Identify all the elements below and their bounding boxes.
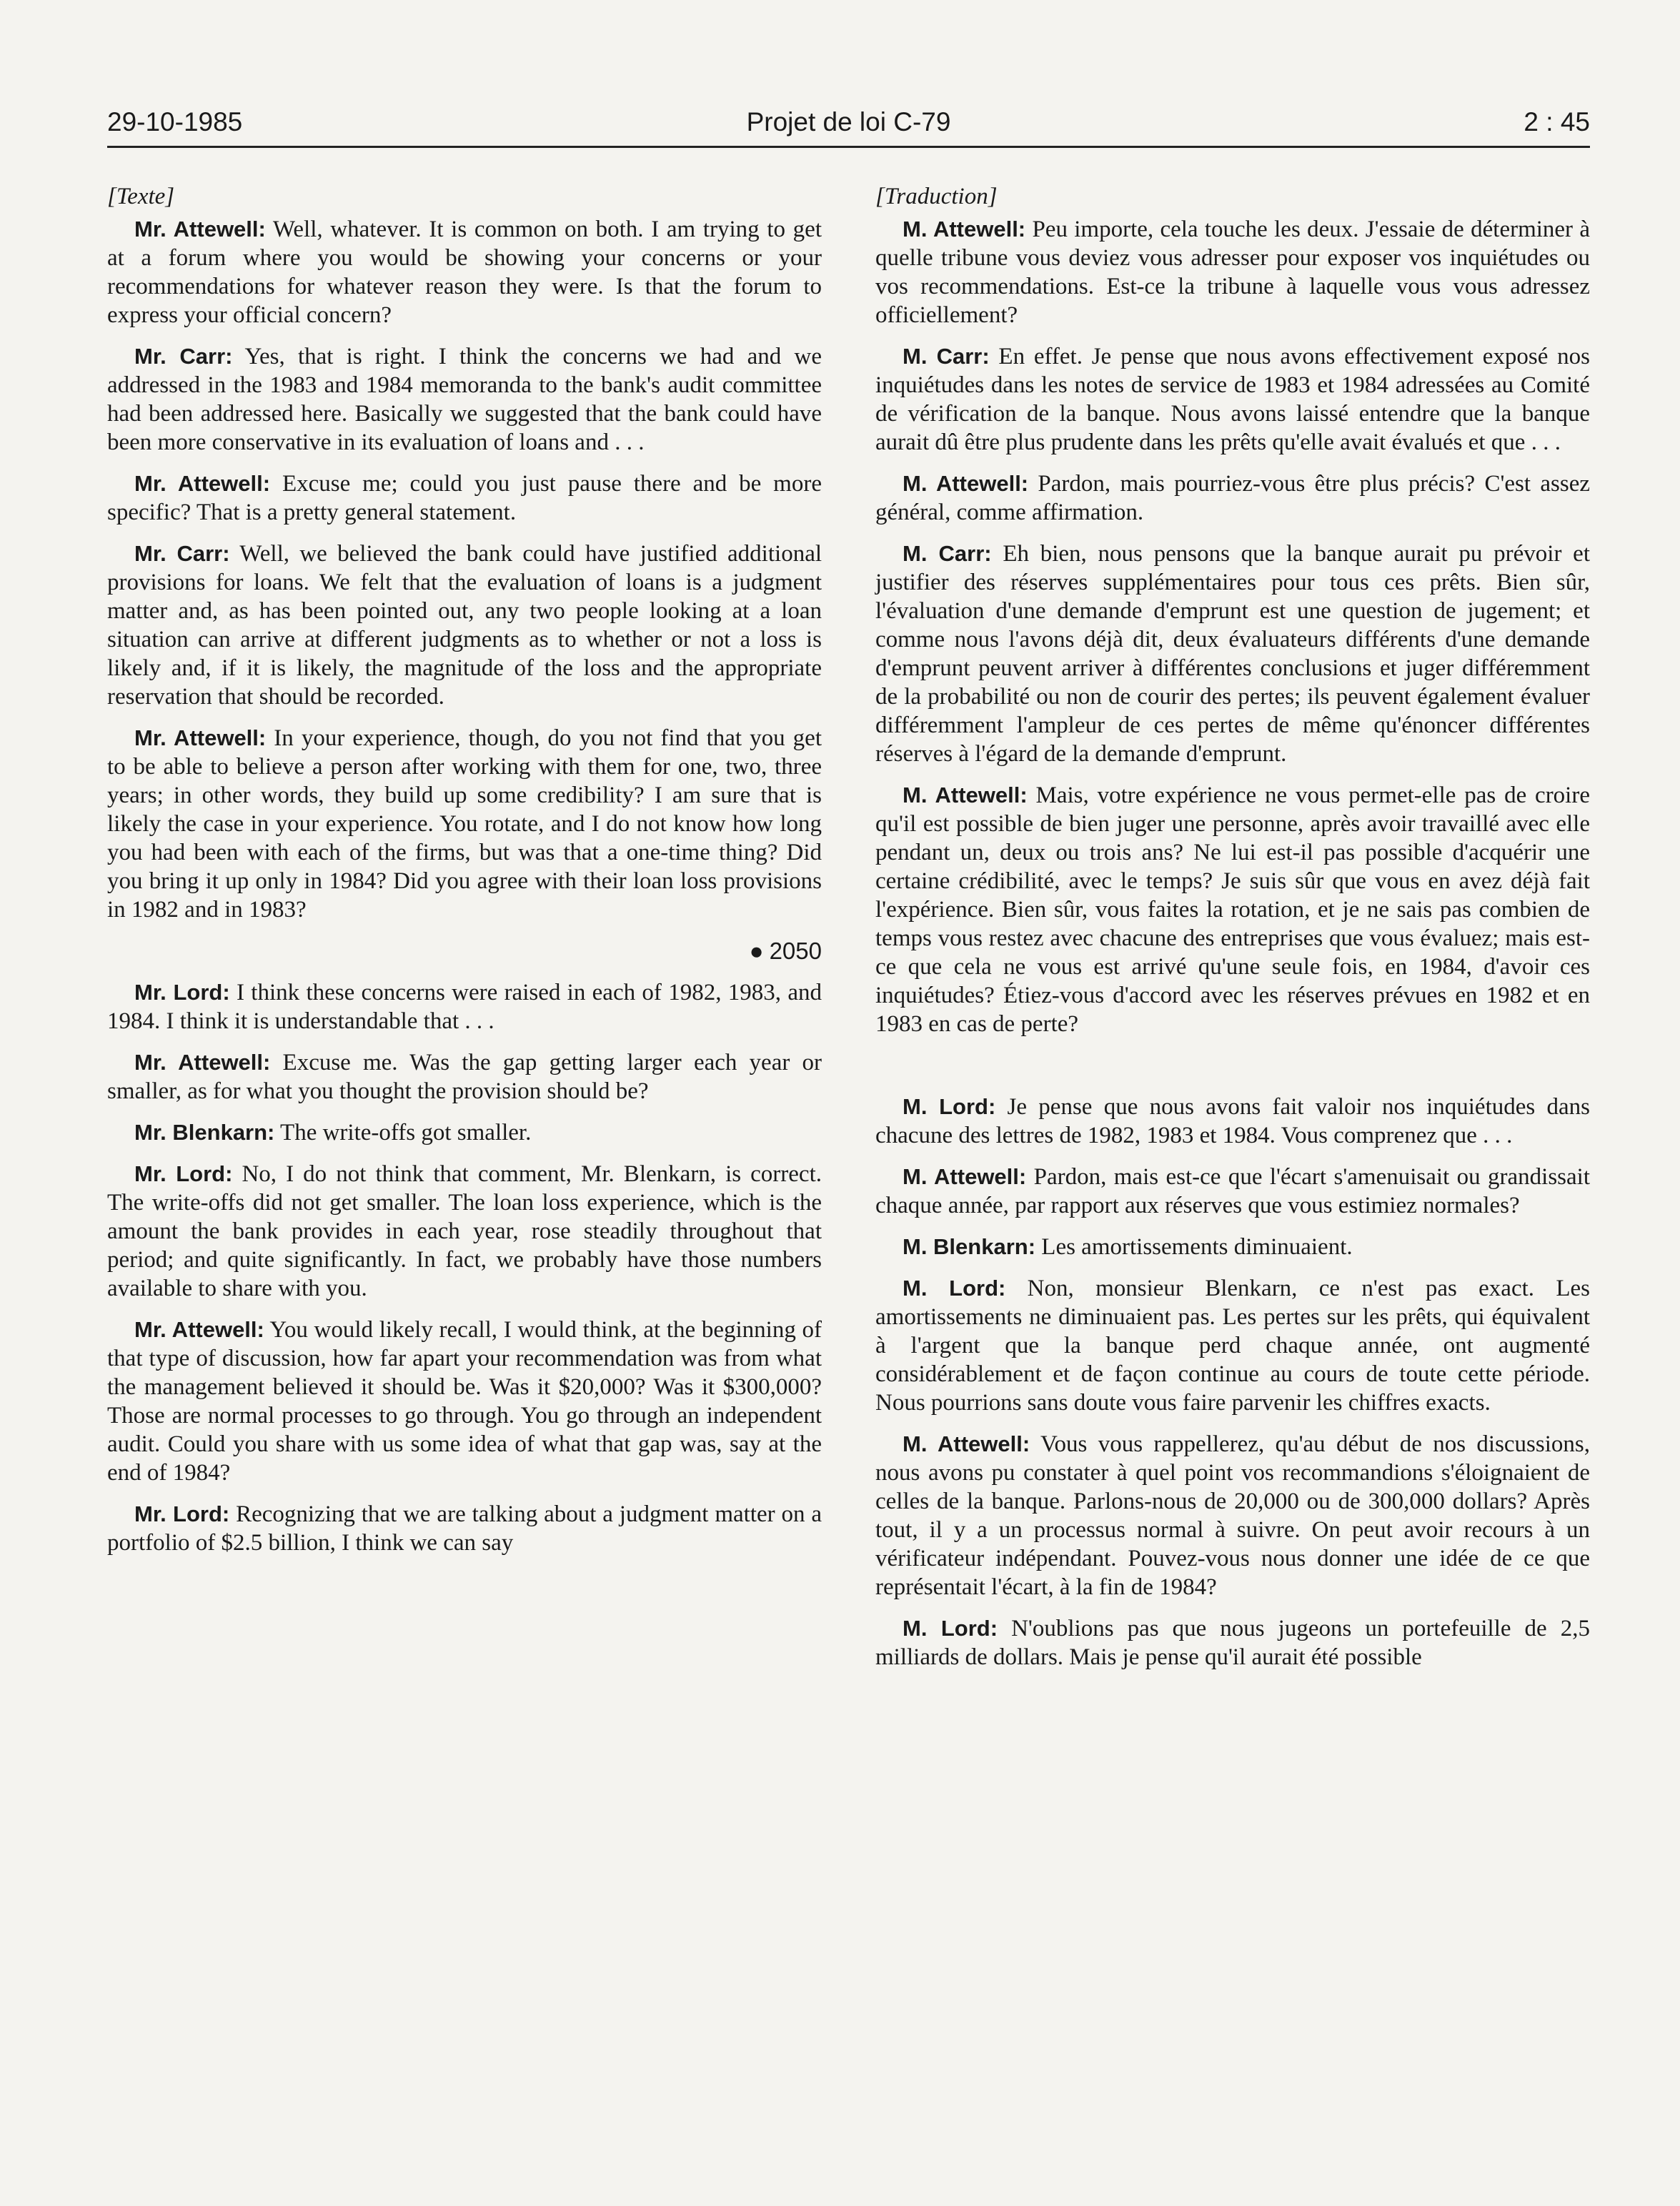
- speech-paragraph: [875, 1093, 1590, 1150]
- french-column: [875, 182, 1590, 1684]
- speech-text: Les amortissements diminuaient.: [1035, 1234, 1353, 1260]
- french-paragraphs: [875, 215, 1590, 1038]
- section-label-traduction: [Traduction]: [875, 184, 998, 209]
- speech-paragraph: [107, 1048, 822, 1106]
- speech-paragraph: [875, 1430, 1590, 1601]
- speaker-name: Mr. Attewell:: [134, 471, 271, 496]
- speaker-name: Mr. Attewell:: [134, 217, 266, 242]
- speaker-name: Mr. Attewell:: [134, 1317, 264, 1342]
- speech-text: Excuse me; could you just pause there and be more specific? That is a pretty general statement.: [107, 471, 822, 525]
- speaker-name: Mr. Blenkarn:: [134, 1120, 275, 1145]
- speech-paragraph: [107, 1118, 822, 1147]
- speech-text: Yes, that is right. I think the concerns we had and we addressed in the 1983 and 1984 memoranda to the bank's audit committee had been addressed here. Basically we suggested that the bank could have been more conservative in its evaluation of loans and . . .: [107, 344, 822, 455]
- speech-text: Recognizing that we are talking about a judgment matter on a portfolio of $2.5 billion, I think we can say: [107, 1501, 822, 1556]
- speaker-name: M. Carr:: [903, 344, 990, 369]
- header-date: 29-10-1985: [107, 107, 243, 136]
- speaker-name: Mr. Attewell:: [134, 725, 267, 750]
- speaker-name: Mr. Lord:: [134, 980, 230, 1005]
- speech-paragraph: [875, 469, 1590, 527]
- speech-paragraph: [875, 1233, 1590, 1261]
- speech-paragraph: [875, 1274, 1590, 1417]
- column-spacer: [875, 1051, 1590, 1093]
- speech-paragraph: [107, 342, 822, 457]
- speech-paragraph: [107, 215, 822, 329]
- page-header: [107, 100, 1590, 149]
- bullet-icon: ●: [749, 938, 764, 964]
- speech-paragraph: [107, 1500, 822, 1557]
- speech-text: I think these concerns were raised in each of 1982, 1983, and 1984. I think it is understandable that . . .: [107, 980, 822, 1034]
- speaker-name: M. Attewell:: [903, 471, 1029, 496]
- header-page-number: 2 : 45: [1524, 107, 1590, 136]
- text-columns: [107, 182, 1590, 1684]
- speech-text: Peu importe, cela touche les deux. J'essaie de déterminer à quelle tribune vous deviez vous adresser pour exposer vos inquiétudes ou vos recommendations. Est-ce la tribune à laquelle vous vous adressez officiellement?: [875, 217, 1590, 328]
- header-rule: [107, 146, 1590, 148]
- speaker-name: Mr. Attewell:: [134, 1050, 271, 1075]
- speaker-name: Mr. Lord:: [134, 1501, 230, 1526]
- speaker-name: M. Blenkarn:: [903, 1234, 1036, 1259]
- speech-text: Je pense que nous avons fait valoir nos inquiétudes dans chacune des lettres de 1982, 1983 et 1984. Vous comprenez que . . .: [875, 1094, 1590, 1148]
- speaker-name: M. Lord:: [903, 1276, 1006, 1301]
- speaker-name: Mr. Lord:: [134, 1161, 233, 1186]
- speech-text: Vous vous rappellerez, qu'au début de nos discussions, nous avons pu constater à quel point vos recommandions s'éloignaient de celles de la banque. Parlons-nous de 20,000 ou de 300,000 dollars? Après tout, il y a un processus normal à suivre. On peut avoir recours à un vérificateur indépendant. Pouvez-vous nous donner une idée de ce que représentait l'écart, à la fin de 1984?: [875, 1431, 1591, 1600]
- speaker-name: M. Lord:: [903, 1094, 996, 1119]
- speech-text: Excuse me. Was the gap getting larger each year or smaller, as for what you thought the provision should be?: [107, 1050, 822, 1104]
- english-paragraphs: [107, 215, 822, 924]
- speech-paragraph: [875, 342, 1590, 457]
- speech-text: The write-offs got smaller.: [274, 1120, 532, 1146]
- speech-paragraph: [875, 1163, 1590, 1220]
- speaker-name: M. Attewell:: [903, 217, 1026, 242]
- speech-text: En effet. Je pense que nous avons effectivement exposé nos inquiétudes dans les notes de service de 1983 et 1984 adressées au Comité de vérification de la banque. Nous avons laissé entendre que la banque aurait dû être plus prudente dans les prêts qu'elle avait évalués et que . . .: [875, 344, 1590, 455]
- english-paragraphs-continued: [107, 978, 822, 1557]
- speaker-name: Mr. Carr:: [134, 344, 233, 369]
- speech-text: You would likely recall, I would think, at the beginning of that type of discussion, how far apart your recommendation was from what the management believed it should be. Was it $20,000? Was it $300,000? Those are normal processes to go through. You go through an independent audit. Could you share with us some idea of what that gap was, say at the end of 1984?: [107, 1317, 822, 1486]
- section-label-texte: [Texte]: [107, 184, 175, 209]
- speech-text: No, I do not think that comment, Mr. Blenkarn, is correct. The write-offs did not get smaller. The loan loss experience, which is the amount the bank provides in each year, rose steadily throughout that period; and quite significantly. In fact, we probably have those numbers available to share with you.: [107, 1161, 822, 1301]
- speech-text: N'oublions pas que nous jugeons un portefeuille de 2,5 milliards de dollars. Mais je pense qu'il aurait été possible: [875, 1616, 1590, 1670]
- speech-text: In your experience, though, do you not find that you get to be able to believe a person after working with them for one, two, three years; in other words, they build up some credibility? I am sure that is likely the case in your experience. You rotate, and I do not know how long you had been with each of the firms, but was that a one-time thing? Did you bring it up only in 1984? Did you agree with their loan loss provisions in 1982 and in 1983?: [107, 725, 822, 923]
- speech-paragraph: [107, 1316, 822, 1487]
- english-column: [107, 182, 822, 1684]
- speech-text: Well, whatever. It is common on both. I am trying to get at a forum where you would be showing your concerns or your recommendations for whatever reason they were. Is that the forum to express your official concern?: [107, 217, 822, 328]
- speaker-name: M. Lord:: [903, 1616, 998, 1641]
- speaker-name: Mr. Carr:: [134, 541, 230, 566]
- french-paragraphs-continued: [875, 1093, 1590, 1671]
- speech-paragraph: [107, 469, 822, 527]
- speech-text: Non, monsieur Blenkarn, ce n'est pas exact. Les amortissements ne diminuaient pas. Les pertes sur les prêts, qui équivalent à l'argent que la banque perd chaque année, ont augmenté considérablement et de façon continue au cours de toute cette période. Nous pourrions sans doute vous faire parvenir les chiffres exacts.: [875, 1276, 1590, 1416]
- speaker-name: M. Attewell:: [903, 1431, 1030, 1456]
- speech-text: Pardon, mais est-ce que l'écart s'amenuisait ou grandissait chaque année, par rapport aux réserves que vous estimiez normales?: [875, 1164, 1590, 1218]
- speaker-name: M. Carr:: [903, 541, 992, 566]
- speech-paragraph: [875, 540, 1590, 768]
- header-title: Projet de loi C-79: [746, 107, 951, 136]
- time-marker-value: 2050: [769, 938, 822, 964]
- speech-text: Well, we believed the bank could have justified additional provisions for loans. We felt that the evaluation of loans is a judgment matter and, as has been pointed out, any two people looking at a loan situation can arrive at different judgments as to whether or not a loss is likely and, if it is likely, the magnitude of the loss and the appropriate reservation that should be recorded.: [107, 541, 822, 710]
- speech-text: Pardon, mais pourriez-vous être plus précis? C'est assez général, comme affirmation.: [875, 471, 1590, 525]
- speech-paragraph: [107, 724, 822, 924]
- speaker-name: M. Attewell:: [903, 782, 1028, 808]
- speech-paragraph: [107, 1160, 822, 1303]
- document-page: [107, 100, 1590, 2172]
- speech-paragraph: [875, 215, 1590, 329]
- speech-paragraph: [107, 540, 822, 711]
- speech-paragraph: [875, 781, 1590, 1038]
- speaker-name: M. Attewell:: [903, 1164, 1027, 1189]
- speech-paragraph: [107, 978, 822, 1035]
- time-marker: [107, 937, 822, 965]
- speech-text: Eh bien, nous pensons que la banque aurait pu prévoir et justifier des réserves supplémentaires pour tous ces prêts. Bien sûr, l'évaluation d'une demande d'emprunt est une question de jugement; et comme nous l'avons déjà dit, deux évaluateurs différents d'une demande d'emprunt peuvent arriver à différentes conclusions et juger différemment de la probabilité ou non de courir des pertes; ils peuvent également évaluer différemment l'ampleur de ces pertes de même qu'énoncer différentes réserves à l'égard de la demande d'emprunt.: [875, 541, 1590, 767]
- speech-paragraph: [875, 1614, 1590, 1671]
- speech-text: Mais, votre expérience ne vous permet-elle pas de croire qu'il est possible de bien juger une personne, après avoir travaillé avec elle pendant un, deux ou trois ans? Ne lui est-il pas possible d'acquérir une certaine crédibilité, avec le temps? Je suis sûr que vous en avez déjà fait l'expérience. Bien sûr, vous faites la rotation, et je ne sais pas combien de temps vous restez avec chacune des entreprises que vous évaluez; mais est-ce que cela ne vous est arrivé qu'une seule fois, en 1984, d'avoir ces inquiétudes? Étiez-vous d'accord avec les réserves prévues en 1982 et en 1983 en cas de perte?: [875, 782, 1590, 1037]
